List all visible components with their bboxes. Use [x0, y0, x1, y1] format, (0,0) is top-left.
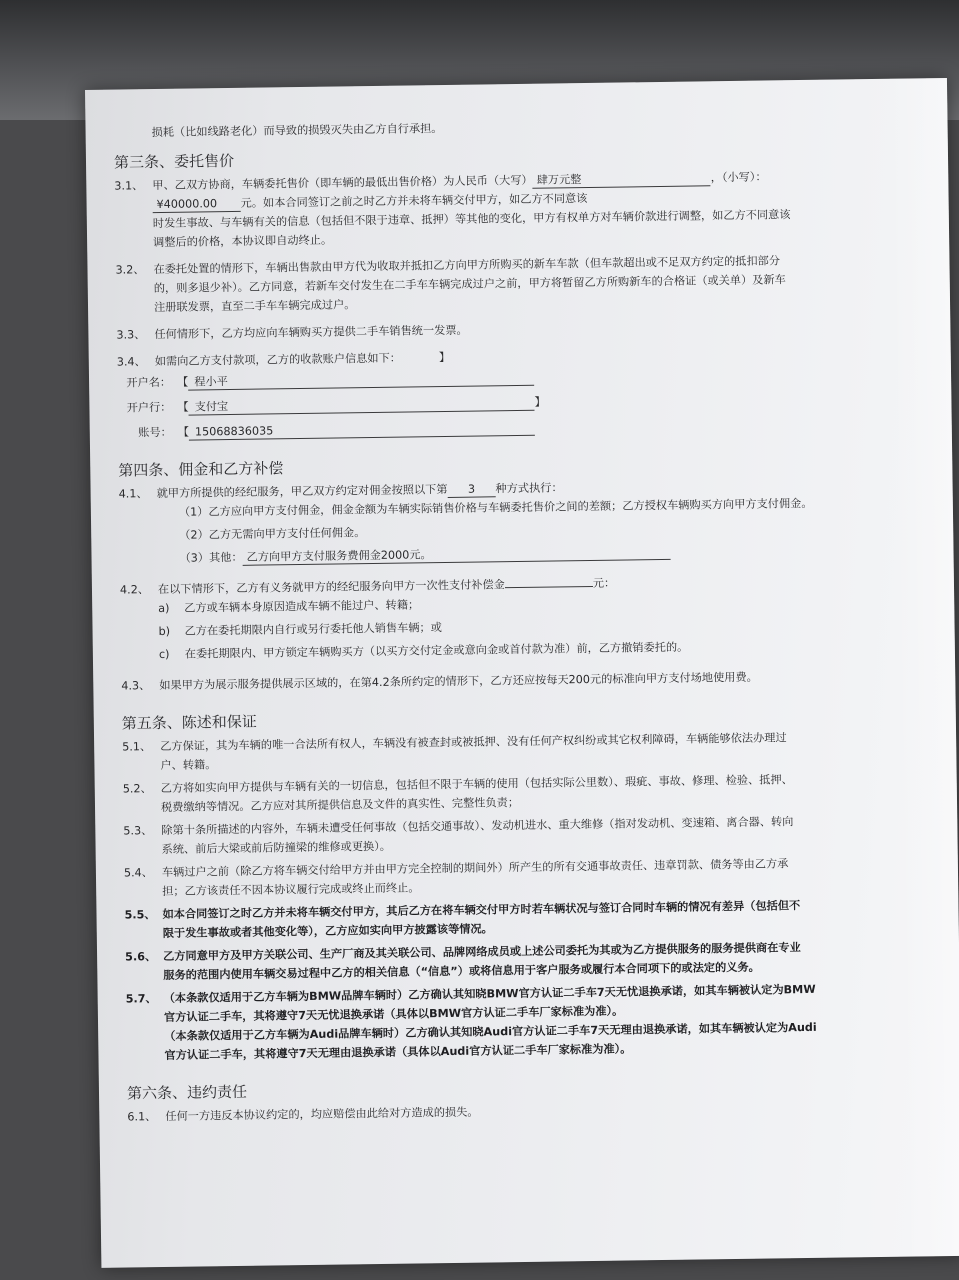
option-2: （2）乙方无需向甲方支付任何佣金。: [179, 526, 366, 542]
bank-label: 开户行：: [126, 400, 172, 415]
account-row: 账号： 【 15068836035: [118, 413, 898, 443]
clause-text: 元。如本合同签订之前之时乙方并未将车辆交付甲方，如乙方不同意该: [240, 191, 588, 210]
amount-in-figures: ¥40000.00: [153, 196, 241, 213]
intro-line: 损耗（比如线路老化）而导致的损毁灭失由乙方自行承担。: [151, 122, 443, 140]
account-label: 账号：: [138, 425, 172, 440]
clause-text: （本条款仅适用于乙方车辆为Audi品牌车辆时）乙方确认其知晓Audi官方认证二手车7天无理由退换承诺，如其车辆被认定为Audi: [164, 1020, 817, 1043]
amount-in-words: 肆万元整: [533, 170, 711, 188]
clause-text: 如本合同签订之时乙方并未将车辆交付甲方，其后乙方在将车辆交付甲方时若车辆状况与签订合同时车辆的情况有差异（包括但不: [162, 899, 801, 921]
clause-text: 税费缴纳等情况。乙方应对其所提供信息及文件的真实性、完整性负责；: [160, 796, 520, 815]
clause-text: 时发生事故、与车辆有关的信息（包括但不限于违章、抵押）等其他的变化，甲方有权单方对车辆价款进行调整，如乙方不同意该: [152, 208, 791, 231]
clause-text: 任何一方违反本协议约定的，均应赔偿由此给对方造成的损失。: [165, 1105, 479, 1123]
clause-text: 如果甲方为展示服务提供展示区域的，在第4.2条所约定的情形下，乙方还应按每天200元的标准向甲方支付场地使用费。: [159, 670, 758, 693]
clause-text: 在以下情形下，乙方有义务就甲方的经纪服务向甲方一次性支付补偿金: [157, 578, 505, 597]
clause-text: 乙方保证，其为车辆的唯一合法所有权人，车辆没有被查封或被抵押、没有任何产权纠纷或其它权利障碍，车辆能够依法办理过: [160, 731, 787, 754]
clause-number: 5.4、: [123, 866, 154, 880]
clause-text: 车辆过户之前（除乙方将车辆交付给甲方并由甲方完全控制的期间外）所产生的所有交通事故责任、违章罚款、债务等由乙方承: [161, 857, 789, 880]
clause-text: 系统、前后大梁或前后防撞梁的维修或更换）。: [161, 839, 392, 857]
page-content: [113, 113, 907, 1127]
contract-page: [85, 78, 959, 1268]
article-3-title: 第三条、委托售价: [113, 151, 235, 172]
clause-text: 限于发生事故或者其他变化等），乙方应如实向甲方披露该等情况。: [162, 922, 493, 940]
option-3: （3）其他： 乙方向甲方支付服务费佣金2000元。: [119, 539, 899, 569]
condition-a: 乙方或车辆本身原因造成车辆不能过户、转籍；: [184, 598, 420, 615]
clause-text: 就甲方所提供的经纪服务，甲乙双方约定对佣金按照以下第: [156, 482, 448, 501]
clause-5-7: [126, 979, 907, 1066]
clause-number: 5.1、: [122, 740, 152, 754]
clause-text: 如需向乙方支付款项，乙方的收款账户信息如下：: [154, 351, 402, 369]
method-number: 3: [447, 481, 495, 498]
clause-number: 3.3、: [116, 328, 146, 342]
clause-text: （本条款仅适用于乙方车辆为BMW品牌车辆时）乙方确认其知晓BMW官方认证二手车7天无忧退换承诺，如其车辆被认定为BMW: [163, 982, 816, 1005]
option-3-value: 乙方向甲方支付服务费佣金2000元。: [242, 544, 670, 566]
clause-number: 5.5、: [124, 908, 156, 922]
condition-b: 乙方在委托期限内自行或另行委托他人销售车辆；或: [184, 621, 442, 638]
condition-c: 在委托期限内、甲方锁定车辆购买方（以买方交付定金或意向金或首付款为准）前，乙方撤销委托的。: [184, 640, 689, 661]
account-holder-value: 程小平: [188, 370, 534, 391]
clause-4-2: 4.2、 在以下情形下，乙方有义务就甲方的经纪服务向甲方一次性支付补偿金 元： a) 乙方或车辆本身原因造成车辆不能过户、转籍； b) 乙方在委托期限内自行或另行委托他人销售车辆；或 c) 在委托期限内、甲方锁定车辆购买方（以买方交付定金或意向金或首付款为准）前，乙方撤销委托的。: [120, 570, 901, 665]
article-5-title: 第五条、陈述和保证: [121, 712, 257, 733]
clause-number: 4.2、: [119, 583, 150, 597]
clause-number: 3.2、: [115, 263, 145, 277]
option-1: （1）乙方应向甲方支付佣金，佣金金额为车辆实际销售价格与车辆委托售价之间的差额；乙方授权车辆购买方向甲方支付佣金。: [178, 496, 813, 519]
clause-number: 5.6、: [125, 950, 157, 964]
clause-text: 任何情形下，乙方均应向车辆购买方提供二手车销售统一发票。: [154, 323, 468, 342]
clause-number: 5.2、: [122, 782, 152, 796]
clause-text: 甲、乙双方协商，车辆委托售价（即车辆的最低出售价格）为人民币（大写）: [152, 173, 533, 193]
clause-number: 6.1、: [127, 1110, 157, 1124]
bank-row: 开户行： 【 支付宝 】: [117, 388, 897, 418]
clause-text: 注册联发票，直至二手车车辆完成过户。: [153, 298, 356, 315]
clause-text: 的，则多退少补）。乙方同意，若新车交付发生在二手车车辆完成过户之前，甲方将暂留乙方所购新车的合格证（或关单）及新车: [153, 273, 786, 296]
clause-text: 乙方将如实向甲方提供与车辆有关的一切信息，包括但不限于车辆的使用（包括实际公里数）、瑕疵、事故、修理、检验、抵押、: [160, 773, 793, 796]
clause-number: 3.4、: [116, 355, 146, 369]
clause-text: 乙方同意甲方及甲方关联公司、生产厂商及其关联公司、品牌网络成员或上述公司委托为其或为乙方提供服务的服务提供商在专业: [163, 941, 801, 963]
clause-text: 在委托处置的情形下，车辆出售款由甲方代为收取并抵扣乙方向甲方所购买的新车车款（但车款超出或不足双方约定的抵扣部分: [153, 254, 781, 277]
account-holder-label: 开户名：: [126, 375, 172, 390]
clause-number: 3.1、: [114, 179, 144, 193]
bank-value: 支付宝: [189, 395, 535, 416]
clause-3-1: [114, 166, 895, 253]
clause-text: 官方认证二手车，其将遵守7天无理由退换承诺（具体以Audi官方认证二手车厂家标准为准）。: [164, 1042, 632, 1062]
clause-text: 户、转籍。: [160, 758, 217, 773]
account-value: 15068836035: [189, 420, 535, 441]
article-6-title: 第六条、违约责任: [126, 1082, 248, 1103]
article-4-title: 第四条、佣金和乙方补偿: [118, 459, 284, 480]
clause-text: 担；乙方该责任不因本协议履行完成或终止而终止。: [162, 881, 420, 898]
clause-3-4: 3.4、 如需向乙方支付款项，乙方的收款账户信息如下： 】 开户名： 【 程小平 开户行： 【 支付宝 】 账号： 【 15068836035: [117, 342, 898, 443]
clause-number: 4.3、: [121, 679, 151, 693]
clause-text: 服务的范围内使用车辆交易过程中乙方的相关信息（“信息”）或将信息用于客户服务或履行本合同项下的或法定的义务。: [163, 960, 760, 982]
clause-4-1: [119, 474, 900, 569]
clause-text: 调整后的价格，本协议即自动终止。: [153, 233, 333, 250]
clause-text: 官方认证二手车，其将遵守7天无忧退换承诺（具体以BMW官方认证二手车厂家标准为准）。: [163, 1004, 624, 1024]
compensation-amount: [505, 586, 593, 588]
clause-text: 种方式执行：: [495, 481, 563, 496]
clause-number: 5.7、: [125, 992, 157, 1006]
clause-text: 除第十条所描述的内容外，车辆未遭受任何事故（包括交通事故）、发动机进水、重大维修（指对发动机、变速箱、离合器、转向: [161, 815, 794, 838]
account-holder-row: 开户名： 【 程小平: [117, 363, 897, 393]
clause-number: 5.3、: [123, 824, 153, 838]
clause-number: 4.1、: [118, 487, 148, 501]
clause-text: ，（小写）：: [710, 170, 767, 185]
